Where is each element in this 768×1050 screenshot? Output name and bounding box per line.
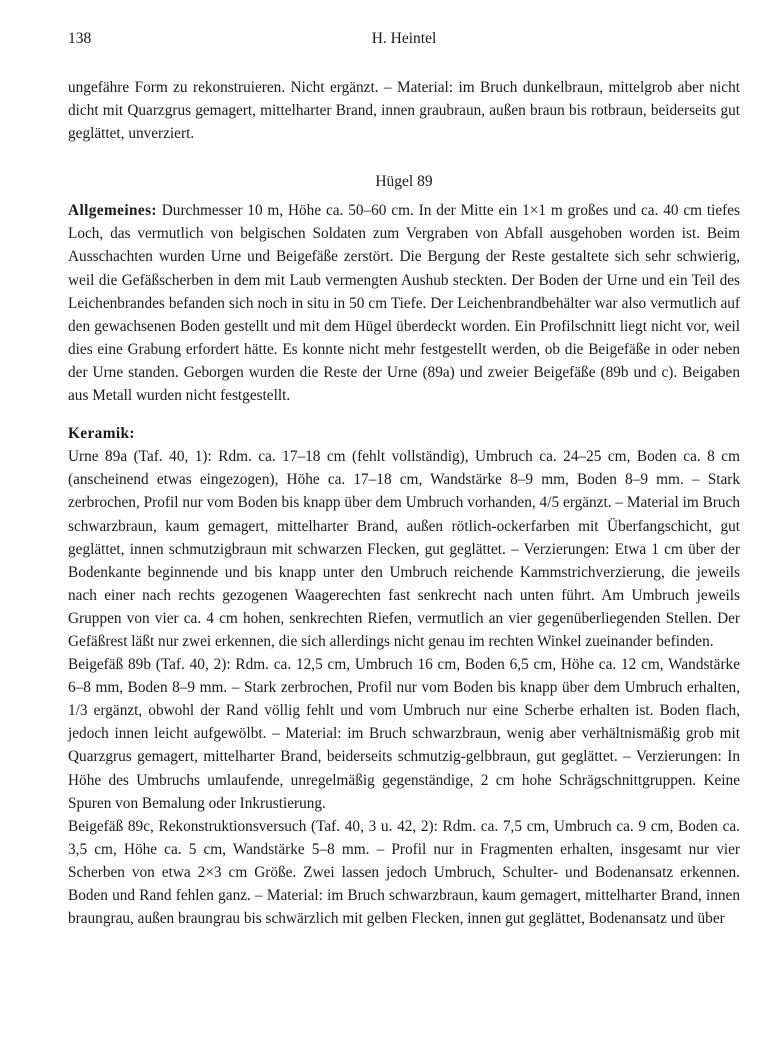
ceramics-entry-urne-89a: Urne 89a (Taf. 40, 1): Rdm. ca. 17–18 cm (fehlt vollständig), Umbruch ca. 24–25 cm, Boden ca. 8 cm (anscheinend etwas eingezogen), Höhe ca. 17–18 cm, Wandstärke 8–9 mm, Boden 8–9 mm. – Stark zerbrochen, Profil nur vom Boden bis knapp über dem Umbruch vorhanden, 4/5 ergänzt. – Material im Bruch schwarzbraun, kaum gemagert, mittelharter Brand, außen rötlich-ockerfarben mit Überfangschicht, gut geglättet, innen schmutzigbraun mit schwarzen Flecken, gut geglättet. – Verzierungen: Etwa 1 cm über der Bodenkante beginnende und bis knapp unter den Umbruch reichende Kammstrichverzierung, die jeweils nach einer nach rechts gezogenen Waagerechten fast senkrecht nach unten führt. Am Umbruch jeweils Gruppen von vier ca. 4 cm hohen, senkrechten Riefen, vermutlich an vier gegenüberliegenden Stellen. Der Gefäßrest läßt nur zwei erkennen, die sich allerdings nicht genau im rechten Winkel zueinander befinden. <box>68 448 740 650</box>
general-label: Allgemeines: <box>68 202 157 220</box>
ceramics-entry-beigefaess-89c: Beigefäß 89c, Rekonstruktionsversuch (Taf. 40, 3 u. 42, 2): Rdm. ca. 7,5 cm, Umbruch ca. 9 cm, Boden ca. 3,5 cm, Höhe ca. 5 cm, Wandstärke 5–8 mm. – Profil nur in Fragmenten erhalten, insgesamt nur vier Scherben von etwa 2×3 cm Größe. Zwei lassen jedoch Umbruch, Schulter- und Bodenansatz erkennen. Boden und Rand fehlen ganz. – Material: im Bruch schwarzbraun, kaum gemagert, mittelharter Brand, innen braungrau, außen braungrau bis schwärzlich mit gelben Flecken, innen gut geglättet, Bodenansatz und über <box>68 817 740 928</box>
document-page <box>68 30 740 930</box>
ceramics-entry-beigefaess-89b: Beigefäß 89b (Taf. 40, 2): Rdm. ca. 12,5 cm, Umbruch 16 cm, Boden 6,5 cm, Höhe ca. 12 cm, Wandstärke 6–8 mm, Boden 8–9 mm. – Stark zerbrochen, Profil nur vom Boden bis knapp über dem Umbruch erhalten, 1/3 ergänzt, obwohl der Rand völlig fehlt und vom Umbruch nur eine Scherbe erhalten ist. Boden flach, jedoch innen leicht aufgewölbt. – Material: im Bruch schwarzbraun, wenig aber verhältnismäßig grob mit Quarzgrus gemagert, mittelharter Brand, beiderseits schmutzig-gelbbraun, gut geglättet. – Verzierungen: In Höhe des Umbruchs umlaufende, unregelmäßig gegenständige, 2 cm hohe Schrägschnittgruppen. Keine Spuren von Bemalung oder Inkrustierung. <box>68 656 740 812</box>
intro-paragraph: ungefähre Form zu rekonstruieren. Nicht ergänzt. – Material: im Bruch dunkelbraun, mittelgrob aber nicht dicht mit Quarzgrus gemagert, mittelharter Brand, innen graubraun, außen braun bis rotbraun, beiderseits gut geglättet, unverziert. <box>68 79 740 143</box>
running-header <box>68 30 740 58</box>
page-number: 138 <box>68 30 92 47</box>
ceramics-heading: Keramik: <box>68 425 135 443</box>
general-text: Durchmesser 10 m, Höhe ca. 50–60 cm. In der Mitte ein 1×1 m großes und ca. 40 cm tiefes Loch, das vermutlich von belgischen Soldaten zum Vergraben von Abfall ausgehoben worden ist. Beim Ausschachten wurden Urne und Beigefäße zerstört. Die Bergung der Reste gestaltete sich sehr schwierig, weil die Gefäßscherben in dem mit Laub vermengten Aushub steckten. Der Boden der Urne und ein Teil des Leichenbrandes befanden sich noch in situ in 50 cm Tiefe. Der Leichenbrandbehälter war also vermutlich auf den gewachsenen Boden gestellt und mit dem Hügel überdeckt worden. Ein Profilschnitt liegt nicht vor, weil dies eine Grabung erfordert hätte. Es konnte nicht mehr festgestellt werden, ob die Beigefäße in oder neben der Urne standen. Geborgen wurden die Reste der Urne (89a) und zweier Beigefäße (89b und c). Beigaben aus Metall wurden nicht festgestellt. <box>68 202 740 405</box>
general-paragraph <box>68 199 740 407</box>
section-title: Hügel 89 <box>375 173 433 191</box>
running-head-author: H. Heintel <box>371 30 437 47</box>
